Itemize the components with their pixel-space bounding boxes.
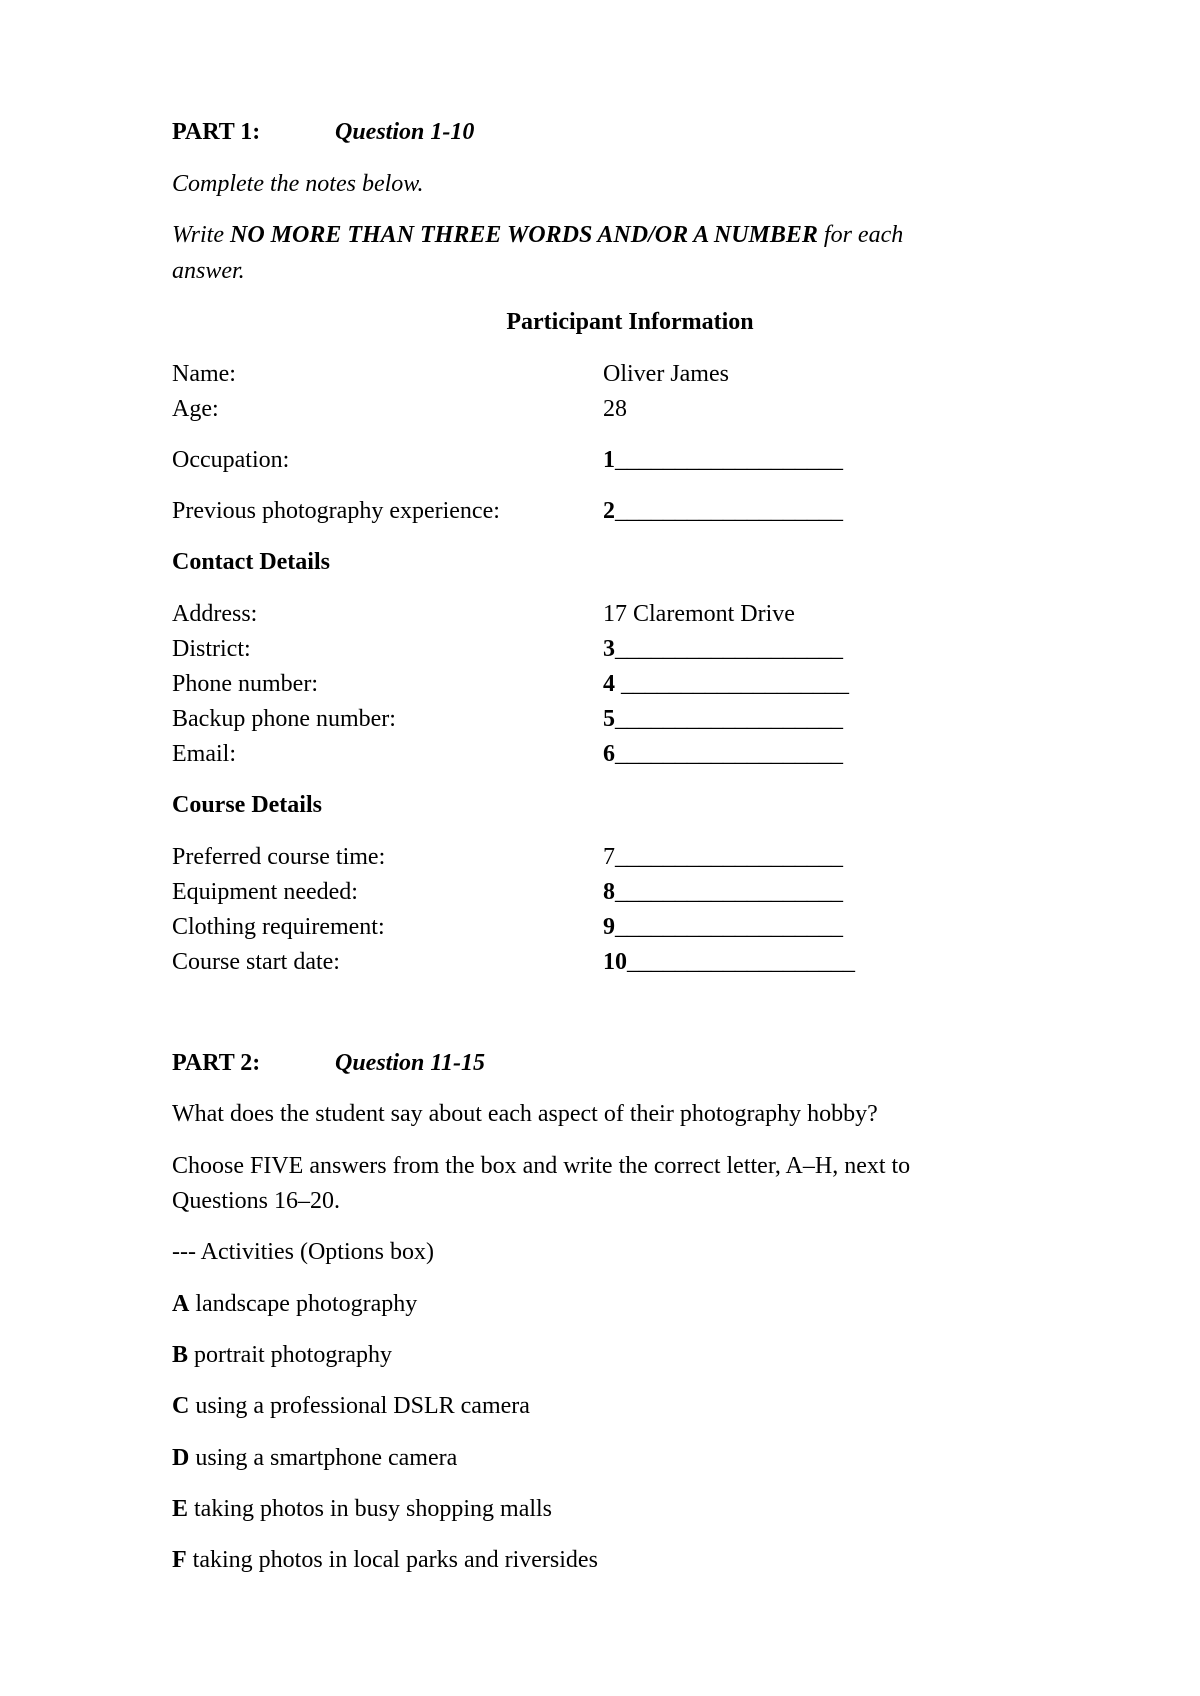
contact-details-heading: Contact Details [172,549,330,575]
option-letter: A [172,1291,190,1317]
blank-line: ___________________ [615,879,843,905]
option-text: using a smartphone camera [189,1445,458,1471]
option-letter: F [172,1547,187,1573]
part2-instruction-line2: Questions 16–20. [172,1188,340,1214]
part2-instruction-line1: Choose FIVE answers from the box and write the correct letter, A–H, next to [172,1153,911,1179]
age-value: 28 [603,396,627,422]
part1-instruction-wrap: answer. [172,258,245,284]
option-text: taking photos in local parks and riversides [186,1547,598,1573]
answer-blank-6[interactable] [603,740,843,769]
form-title: Participant Information [506,309,754,335]
start-date-label: Course start date: [172,949,340,975]
question-number: 3 [603,636,615,662]
option-text: portrait photography [188,1342,392,1368]
question-number: 5 [603,706,615,732]
option-a [172,1290,417,1319]
question-number: 4 [603,671,615,697]
answer-blank-9[interactable] [603,913,843,942]
blank-line: ___________________ [615,706,843,732]
address-label: Address: [172,601,258,627]
blank-line: ___________________ [615,498,843,524]
question-number: 10 [603,949,627,975]
option-letter: E [172,1496,189,1522]
equipment-label: Equipment needed: [172,879,358,905]
address-value: 17 Claremont Drive [603,601,795,627]
part1-instruction-complete: Complete the notes below. [172,171,424,197]
part2-question: What does the student say about each aspect of their photography hobby? [172,1101,878,1127]
part2-heading: PART 2: [172,1050,261,1076]
option-e [172,1495,552,1524]
blank-line: ___________________ [615,671,849,697]
clothing-label: Clothing requirement: [172,914,385,940]
name-label: Name: [172,361,236,387]
answer-blank-2[interactable] [603,497,843,526]
option-letter: C [172,1393,190,1419]
option-text: using a professional DSLR camera [189,1393,530,1419]
part1-instruction-word-limit [172,221,903,250]
question-number: 2 [603,498,615,524]
part1-question-range: Question 1-10 [335,119,475,145]
answer-blank-8[interactable] [603,878,843,907]
answer-blank-10[interactable] [603,948,855,977]
option-f [172,1546,598,1575]
answer-blank-5[interactable] [603,705,843,734]
course-details-heading: Course Details [172,792,322,818]
instruction-word-limit: NO MORE THAN THREE WORDS AND/OR A NUMBER [230,222,818,248]
options-box-title: --- Activities (Options box) [172,1239,434,1265]
option-c [172,1392,530,1421]
option-letter: D [172,1445,190,1471]
option-b [172,1341,392,1370]
email-label: Email: [172,741,236,767]
blank-line: ___________________ [627,949,855,975]
answer-blank-7[interactable] [603,843,843,872]
blank-line: ___________________ [615,636,843,662]
age-label: Age: [172,396,219,422]
experience-label: Previous photography experience: [172,498,500,524]
question-number: 6 [603,741,615,767]
option-d [172,1444,457,1473]
district-label: District: [172,636,251,662]
blank-line: ___________________ [615,914,843,940]
phone-label: Phone number: [172,671,318,697]
name-value: Oliver James [603,361,729,387]
blank-line: ___________________ [615,844,843,870]
blank-line: ___________________ [615,447,843,473]
blank-line: ___________________ [615,741,843,767]
option-text: taking photos in busy shopping malls [188,1496,553,1522]
course-time-label: Preferred course time: [172,844,386,870]
question-number: 9 [603,914,615,940]
question-number: 7 [603,844,615,870]
backup-phone-label: Backup phone number: [172,706,396,732]
part2-question-range: Question 11-15 [335,1050,486,1076]
answer-blank-3[interactable] [603,635,843,664]
question-number: 1 [603,447,615,473]
option-letter: B [172,1342,189,1368]
answer-blank-4[interactable] [603,670,849,699]
question-number: 8 [603,879,615,905]
option-text: landscape photography [189,1291,418,1317]
part1-heading: PART 1: [172,119,261,145]
answer-blank-1[interactable] [603,446,843,475]
occupation-label: Occupation: [172,447,290,473]
instruction-prefix: Write [172,222,230,248]
instruction-suffix: for each [817,222,904,248]
